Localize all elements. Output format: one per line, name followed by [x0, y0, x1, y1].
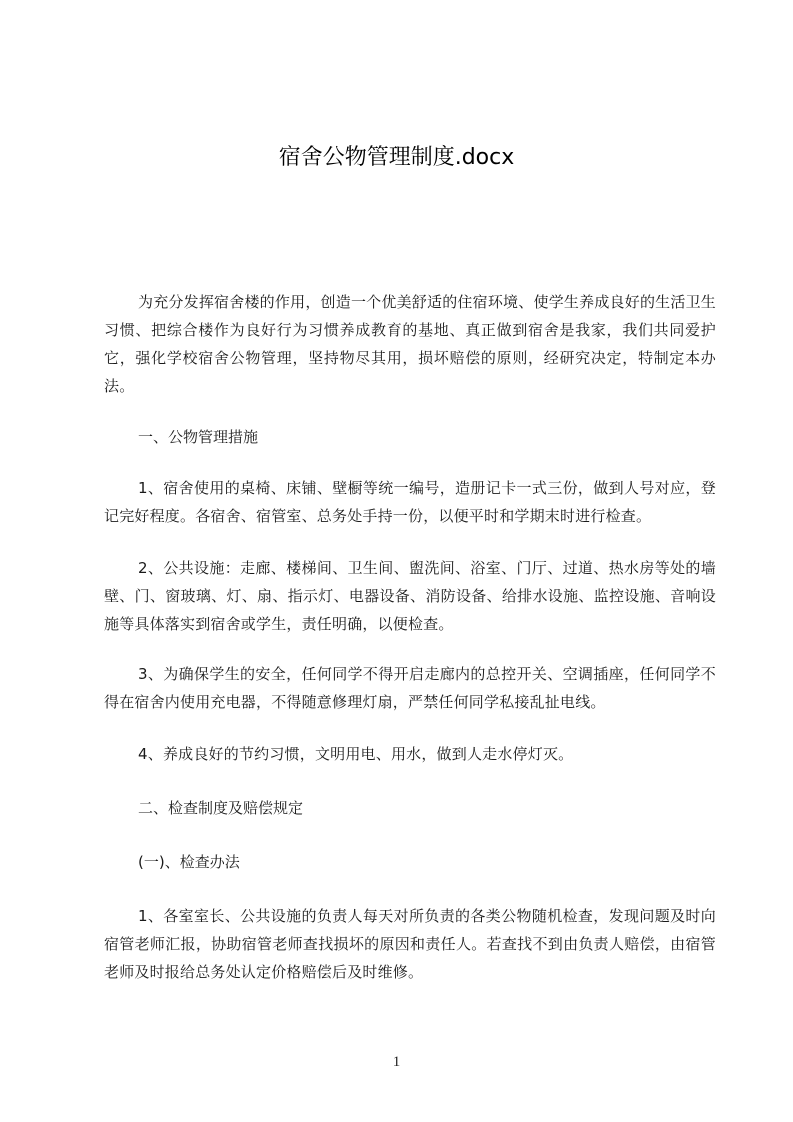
document-title: 宿舍公物管理制度.docx: [278, 145, 515, 170]
subsection-heading-inspection-method: (一)、检查办法: [138, 853, 240, 871]
paragraph-item-3: 3、为确保学生的安全，任何同学不得开启走廊内的总控开关、空调插座，任何同学不得在宿舍内使用充电器，不得随意修理灯扇，严禁任何同学私接乱扯电线。: [104, 665, 716, 711]
intro-paragraph: 为充分发挥宿舍楼的作用，创造一个优美舒适的住宿环境、使学生养成良好的生活卫生习惯、把综合楼作为良好行为习惯养成教育的基地、真正做到宿舍是我家，我们共同爱护它，强化学校宿舍公物管理，坚持物尽其用，损坏赔偿的原则，经研究决定，特制定本办法。: [104, 293, 716, 395]
paragraph-item-1: 1、宿舍使用的桌椅、床铺、壁橱等统一编号，造册记卡一式三份，做到人号对应，登记完好程度。各宿舍、宿管室、总务处手持一份，以便平时和学期末时进行检查。: [104, 479, 716, 525]
page-number: 1: [392, 1054, 401, 1070]
section-heading-inspection: 二、检查制度及赔偿规定: [138, 799, 304, 817]
section-heading-management: 一、公物管理措施: [138, 428, 259, 446]
paragraph-item-2: 2、公共设施：走廊、楼梯间、卫生间、盥洗间、浴室、门厅、过道、热水房等处的墙壁、门、窗玻璃、灯、扇、指示灯、电器设备、消防设备、给排水设施、监控设施、音响设施等具体落实到宿舍或学生，责任明确，以便检查。: [104, 559, 716, 633]
paragraph-item-4: 4、养成良好的节约习惯，文明用电、用水，做到人走水停灯灭。: [138, 745, 574, 763]
paragraph-inspection-item-1: 1、各室室长、公共设施的负责人每天对所负责的各类公物随机检查，发现问题及时向宿管老师汇报，协助宿管老师查找损坏的原因和责任人。若查找不到由负责人赔偿，由宿管老师及时报给总务处认定价格赔偿后及时维修。: [104, 907, 716, 981]
